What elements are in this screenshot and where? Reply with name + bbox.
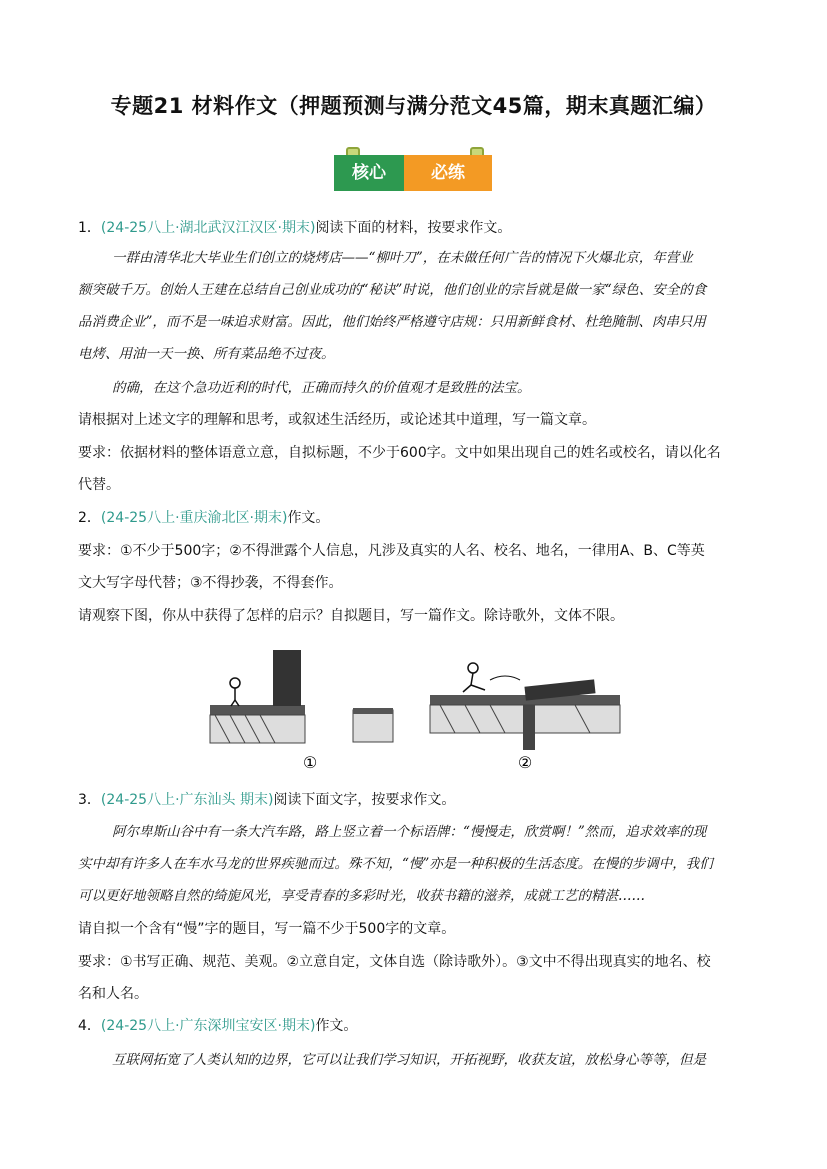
requirement: 要求：依据材料的整体语意立意，自拟标题，不少于600字。文中如果出现自己的姓名或校名，请以化名 [78, 445, 721, 461]
material-line: 额突破千万。创始人王建在总结自己创业成功的“秘诀”时说，他们创业的宗旨就是做一家“绿色、安全的食 [78, 282, 707, 298]
question-source: (24-25八上·广东汕头 期末) [100, 792, 274, 808]
material-line: 品消费企业”，而不是一味追求财富。因此，他们始终严格遵守店规：只用新鲜食材、杜绝腌制、肉串只用 [78, 314, 706, 330]
figure-label-2: ② [517, 753, 533, 772]
panel-1 [210, 650, 393, 772]
person-icon [230, 678, 240, 688]
requirement: 要求：①书写正确、规范、美观。②立意自定，文体自选（除诗歌外）。③文中不得出现真实的地名、校 [78, 954, 711, 970]
instruction: 请自拟一个含有“慢”字的题目，写一篇不少于500字的文章。 [78, 921, 456, 937]
requirement: 要求：①不少于500字；②不得泄露个人信息，凡涉及真实的人名、校名、地名，一律用A、B、C等英 [78, 543, 705, 559]
instruction: 请观察下图，你从中获得了怎样的启示？自拟题目，写一篇作文。除诗歌外，文体不限。 [78, 608, 624, 624]
core-practice-banner [334, 147, 492, 192]
question-source: (24-25八上·湖北武汉江汉区·期末) [100, 220, 316, 236]
comic-figure [205, 650, 625, 775]
question-1-header [78, 218, 511, 238]
question-number: 2． [78, 510, 101, 526]
banner-left-label: 核心 [334, 155, 404, 191]
material-line: 实中却有许多人在车水马龙的世界疾驰而过。殊不知，“慢”亦是一种积极的生活态度。在慢的步调中，我们 [78, 856, 713, 872]
material-line: 可以更好地领略自然的绮旎风光，享受青春的多彩时光，收获书籍的滋养，成就工艺的精湛…… [78, 888, 645, 904]
question-prompt: 阅读下面的材料，按要求作文。 [315, 220, 512, 236]
material-line: 一群由清华北大毕业生们创立的烧烤店——“柳叶刀”，在未做任何广告的情况下火爆北京，年营业 [112, 250, 693, 266]
question-source: (24-25八上·重庆渝北区·期末) [100, 510, 288, 526]
banner-right-label: 必练 [404, 155, 492, 191]
question-number: 1． [78, 220, 101, 236]
material-line: 阿尔卑斯山谷中有一条大汽车路，路上竖立着一个标语牌：“慢慢走，欣赏啊！”然而，追求效率的现 [112, 824, 707, 840]
requirement: 文大写字母代替；③不得抄袭，不得套作。 [78, 575, 343, 591]
question-prompt: 作文。 [287, 510, 330, 526]
material-line: 互联网拓宽了人类认知的边界，它可以让我们学习知识，开拓视野，收获友谊，放松身心等等，但是 [112, 1052, 706, 1068]
figure-label-1: ① [302, 753, 318, 772]
page-title: 专题21 材料作文（押题预测与满分范文45篇，期末真题汇编） [110, 94, 717, 118]
question-3-header [78, 790, 455, 810]
question-number: 3． [78, 792, 101, 808]
question-number: 4． [78, 1018, 101, 1034]
question-prompt: 作文。 [315, 1018, 358, 1034]
material-line: 的确，在这个急功近利的时代，正确而持久的价值观才是致胜的法宝。 [112, 380, 531, 396]
material-line: 电烤、用油一天一换、所有菜品绝不过夜。 [78, 346, 335, 362]
person-icon [468, 663, 478, 673]
requirement: 代替。 [78, 477, 120, 493]
question-4-header [78, 1016, 357, 1036]
panel-2 [430, 663, 620, 772]
requirement: 名和人名。 [78, 986, 148, 1002]
question-2-header [78, 508, 329, 528]
question-source: (24-25八上·广东深圳宝安区·期末) [100, 1018, 316, 1034]
instruction: 请根据对上述文字的理解和思考，或叙述生活经历，或论述其中道理，写一篇文章。 [78, 412, 596, 428]
question-prompt: 阅读下面文字，按要求作文。 [273, 792, 456, 808]
